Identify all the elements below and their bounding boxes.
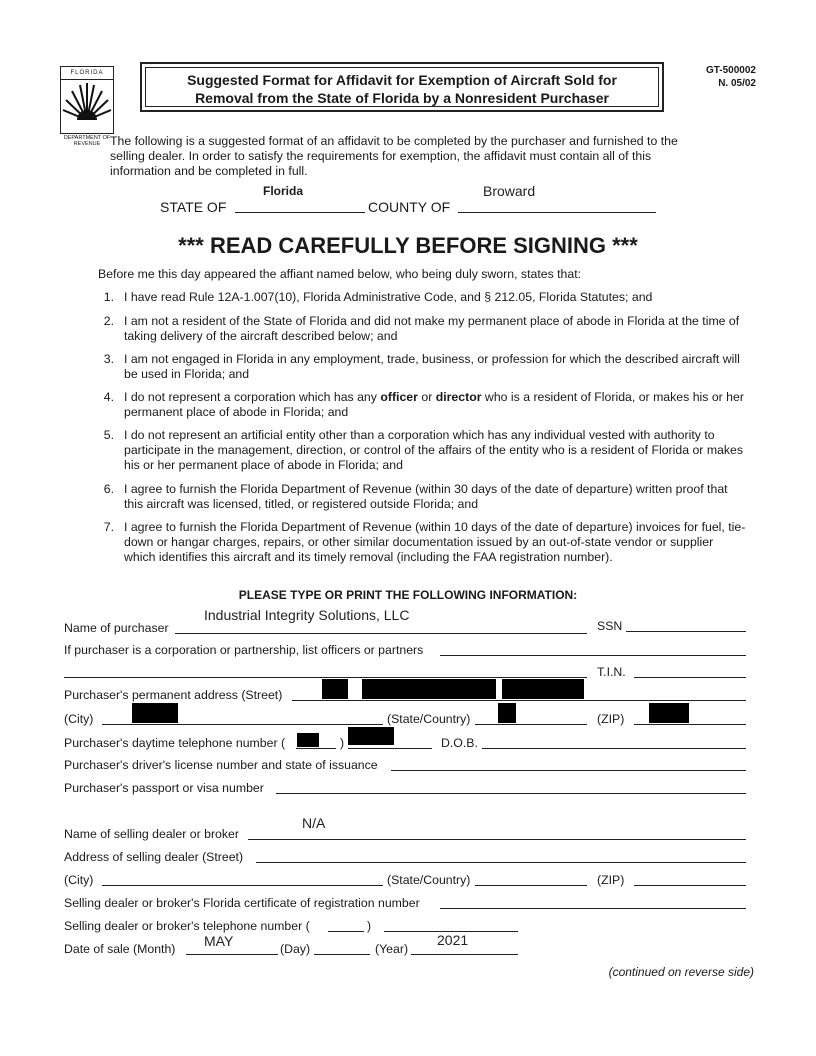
statement-number: 7. (103, 520, 114, 534)
state-line (235, 212, 365, 213)
sale-year-label: (Year) (375, 942, 409, 956)
sale-day-field[interactable] (314, 954, 370, 955)
redaction-bar (649, 703, 689, 723)
dealer-name-label: Name of selling dealer or broker (64, 827, 239, 841)
statement-text-part: who is a resident of Florida, or makes his or her permanent place of abode in Florida; and (124, 390, 744, 419)
title-line-2: Removal from the State of Florida by a Nonresident Purchaser (195, 90, 609, 106)
dealer-address-field[interactable] (256, 862, 746, 863)
print-instructions: PLEASE TYPE OR PRINT THE FOLLOWING INFORMATION: (238, 588, 578, 602)
city-field[interactable] (102, 724, 383, 725)
redaction-bar (297, 733, 319, 747)
dob-field[interactable] (482, 748, 746, 749)
florida-dor-logo (60, 66, 114, 147)
statement-text: I am not a resident of the State of Florida and did not make my permanent place of abode in Florida at the time of taking delivery of the aircraft described below; and (124, 314, 740, 343)
redaction-bar (502, 679, 584, 699)
state-country-field[interactable] (475, 724, 587, 725)
logo-state-name: FLORIDA (61, 67, 113, 80)
tin-field[interactable] (634, 677, 746, 678)
dealer-address-label: Address of selling dealer (Street) (64, 850, 244, 864)
dealer-city-label: (City) (64, 873, 94, 887)
phone-close-paren: ) (340, 736, 345, 750)
dealer-phone-area-code-field[interactable] (328, 931, 364, 932)
statement-text (124, 390, 748, 420)
dealer-cert-label: Selling dealer or broker's Florida certificate of registration number (64, 896, 420, 910)
license-field[interactable] (391, 770, 746, 771)
redaction-bar (322, 679, 348, 699)
dealer-phone-close-paren: ) (367, 919, 372, 933)
statement-text-part: I do not represent a corporation which has any (124, 390, 381, 404)
address-label: Purchaser's permanent address (Street) (64, 688, 283, 702)
statement-number: 6. (103, 482, 114, 496)
passport-field[interactable] (276, 793, 746, 794)
statement-5 (98, 428, 748, 476)
statement-number: 1. (103, 290, 114, 304)
logo-department: DEPARTMENT OF REVENUE (63, 135, 111, 147)
statement-text: I have read Rule 12A-1.007(10), Florida Administrative Code, and § 212.05, Florida Statutes; and (124, 290, 653, 304)
dob-label: D.O.B. (441, 736, 478, 750)
state-label: STATE OF (160, 199, 227, 215)
statement-1 (98, 290, 748, 306)
statement-3 (98, 352, 748, 384)
sale-month-line (186, 954, 278, 955)
ssn-label: SSN (597, 619, 623, 633)
form-revision: N. 05/02 (718, 78, 756, 89)
dealer-state-country-field[interactable] (475, 885, 587, 886)
affidavit-lead: Before me this day appeared the affiant named below, who being duly sworn, states that: (98, 267, 582, 281)
statement-number: 5. (103, 428, 114, 442)
statement-text: I agree to furnish the Florida Department of Revenue (within 30 days of the date of departure) written proof that this aircraft was licensed, titled, or registered outside Florida; and (124, 482, 728, 511)
ssn-field[interactable] (626, 631, 746, 632)
form-title-box (140, 62, 664, 112)
dealer-state-country-label: (State/Country) (387, 873, 471, 887)
dealer-phone-label: Selling dealer or broker's telephone number ( (64, 919, 310, 933)
sale-month-label: Date of sale (Month) (64, 942, 176, 956)
sale-year-line (411, 954, 518, 955)
phone-area-code-field[interactable] (296, 748, 336, 749)
passport-label: Purchaser's passport or visa number (64, 781, 264, 795)
zip-field[interactable] (634, 724, 746, 725)
state-field[interactable]: Florida (263, 184, 304, 198)
statement-text: I am not engaged in Florida in any employment, trade, business, or profession for which the described aircraft will be used in Florida; and (124, 352, 740, 381)
officers-field-continued[interactable] (64, 677, 587, 678)
statement-bold-director: director (435, 390, 482, 404)
continued-note: (continued on reverse side) (608, 965, 754, 979)
county-line (458, 212, 656, 213)
form-number-block (692, 64, 756, 90)
redaction-bar (132, 703, 178, 723)
county-field[interactable]: Broward (483, 183, 536, 199)
state-country-label: (State/Country) (387, 712, 471, 726)
purchaser-name-field[interactable]: Industrial Integrity Solutions, LLC (204, 607, 410, 623)
statement-text: I agree to furnish the Florida Department of Revenue (within 10 days of the date of departure) invoices for fuel, tie-down or hangar charges, repairs, or other similar documentation issued by an out-of-state vendor or supplier which identifies this aircraft and its timely removal (including the FAA registration number). (124, 520, 746, 564)
county-label: COUNTY OF (368, 199, 451, 215)
dealer-cert-field[interactable] (440, 908, 746, 909)
dealer-name-line (248, 839, 746, 840)
dealer-zip-field[interactable] (634, 885, 746, 886)
officers-label: If purchaser is a corporation or partnership, list officers or partners (64, 643, 424, 657)
warning-heading: *** READ CAREFULLY BEFORE SIGNING *** (178, 233, 638, 258)
officers-field[interactable] (440, 655, 746, 656)
statement-number: 4. (103, 390, 114, 404)
statement-number: 3. (103, 352, 114, 366)
license-label: Purchaser's driver's license number and state of issuance (64, 758, 378, 772)
address-field[interactable] (292, 700, 746, 701)
dealer-city-field[interactable] (102, 885, 383, 886)
purchaser-name-line (175, 633, 587, 634)
statement-text: I do not represent an artificial entity other than a corporation which has any individual vested with authority to participate in the management, direction, or control of the affairs of the entity who is a resident of Florida or makes his or her permanent place of abode in Florida; and (124, 428, 744, 472)
statement-2 (98, 314, 748, 346)
statement-bold-officer: officer (380, 390, 418, 404)
dealer-zip-label: (ZIP) (597, 873, 625, 887)
purchaser-name-label: Name of purchaser (64, 621, 169, 635)
statement-6 (98, 482, 748, 514)
statement-7 (98, 520, 748, 568)
sale-year-field[interactable]: 2021 (437, 932, 469, 948)
sale-day-label: (Day) (280, 942, 311, 956)
form-number: GT-500002 (705, 65, 756, 76)
phone-label: Purchaser's daytime telephone number ( (64, 736, 286, 750)
redaction-bar (498, 703, 516, 723)
redaction-bar (348, 727, 394, 745)
statement-number: 2. (103, 314, 114, 328)
redaction-bar (362, 679, 496, 699)
sunburst-icon (61, 80, 113, 120)
dealer-name-field[interactable]: N/A (302, 815, 326, 831)
statement-4 (98, 390, 748, 422)
intro-paragraph: The following is a suggested format of an affidavit to be completed by the purchaser and furnished to the selling dealer. In order to satisfy the requirements for exemption, the affidavit must contain all of this information and be completed in full. (110, 134, 678, 178)
phone-number-field[interactable] (348, 748, 432, 749)
city-label: (City) (64, 712, 94, 726)
zip-label: (ZIP) (597, 712, 625, 726)
title-line-1: Suggested Format for Affidavit for Exemption of Aircraft Sold for (187, 72, 617, 88)
sale-month-field[interactable]: MAY (204, 933, 234, 949)
statement-text-part: or (417, 390, 436, 404)
tin-label: T.I.N. (597, 665, 626, 679)
